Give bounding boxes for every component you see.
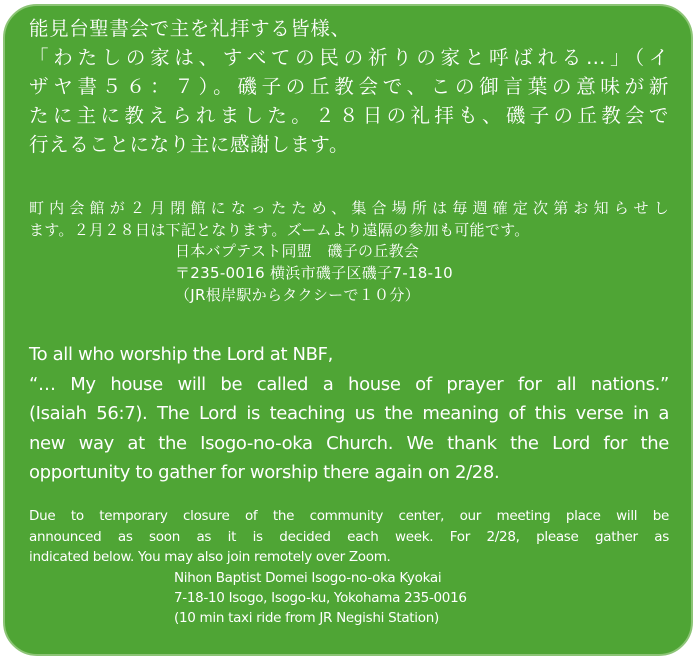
jp-directions: （JR根岸駅からタクシーで１０分） <box>175 286 420 304</box>
en-main-line: new way at the Isogo-no-oka Church. We thank the Lord for the <box>29 432 669 454</box>
english-notice-paragraph <box>29 506 669 568</box>
jp-postal-address: 〒235-0016 横浜市磯子区磯子7-18-10 <box>175 264 454 282</box>
jp-main-line: たに主に教えられました。２８日の礼拝も、磯子の丘教会で <box>29 104 669 127</box>
english-address-block <box>174 568 669 628</box>
jp-church-name: 日本バプテスト同盟 磯子の丘教会 <box>175 242 420 260</box>
japanese-address-block <box>175 240 669 306</box>
en-postal-address: 7-18-10 Isogo, Isogo-ku, Yokohama 235-0016 <box>174 590 467 606</box>
jp-main-line: 能見台聖書会で主を礼拝する皆様、 <box>29 17 351 40</box>
announcement-card <box>3 4 693 656</box>
jp-note-line: ます。２月２８日は下記となります。ズームより遠隔の参加も可能です。 <box>29 220 530 239</box>
en-note-line: announced as soon as it is decided each week. For 2/28, please gather as <box>29 528 669 545</box>
japanese-greeting-paragraph <box>29 14 669 159</box>
en-main-line: To all who worship the Lord at NBF, <box>29 344 334 365</box>
en-note-line: Due to temporary closure of the community center, our meeting place will be <box>29 508 669 524</box>
japanese-notice-paragraph <box>29 198 669 241</box>
en-directions: (10 min taxi ride from JR Negishi Station) <box>174 610 439 626</box>
jp-note-line: 町内会館が２月閉館になったため、集合場所は毎週確定次第お知らせし <box>29 199 669 217</box>
jp-main-line: 「わたしの家は、すべての民の祈りの家と呼ばれる…」（イ <box>29 46 669 69</box>
jp-main-line: ザヤ書５６：７）。磯子の丘教会で、この御言葉の意味が新 <box>29 75 669 98</box>
jp-main-line: 行えることになり主に感謝します。 <box>29 133 350 156</box>
en-note-line: indicated below. You may also join remotely over Zoom. <box>29 549 391 565</box>
en-main-line: “… My house will be called a house of prayer for all nations.” <box>29 373 669 395</box>
en-main-line: opportunity to gather for worship there again on 2/28. <box>29 462 500 483</box>
en-main-line: (Isaiah 56:7). The Lord is teaching us the meaning of this verse in a <box>29 403 669 424</box>
en-church-name: Nihon Baptist Domei Isogo-no-oka Kyokai <box>174 570 442 586</box>
english-greeting-paragraph <box>29 340 669 488</box>
